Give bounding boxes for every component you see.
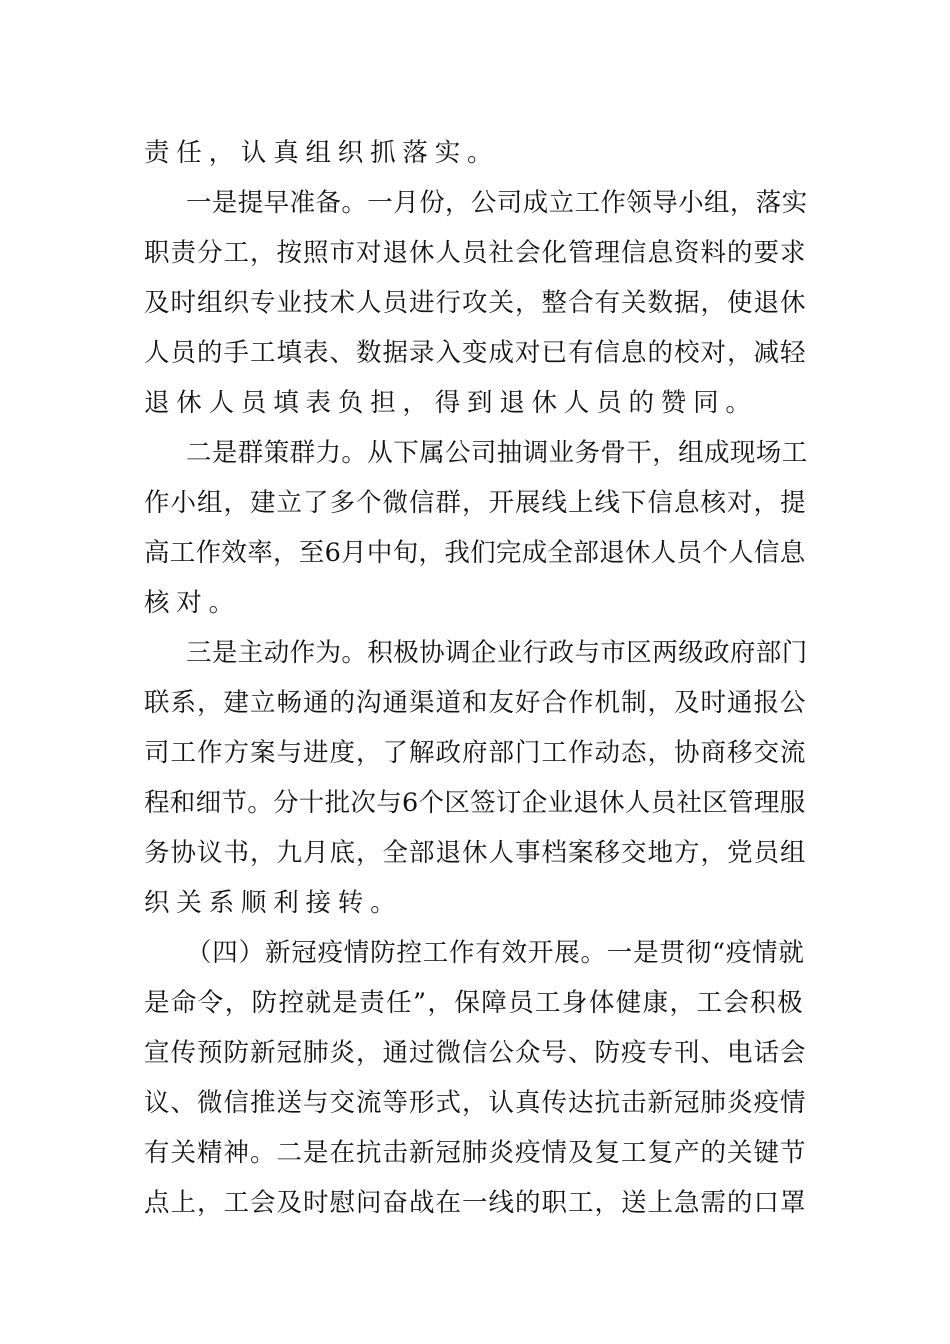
text-line: 人员的手工填表、数据录入变成对已有信息的校对，减轻: [144, 338, 807, 368]
text-line: 有关精神。二是在抗击新冠肺炎疫情及复工复产的关键节: [144, 1138, 807, 1168]
text-line: 退休人员填表负担，得到退休人员的赞同。: [144, 388, 758, 418]
text-line: 务协议书，九月底，全部退休人事档案移交地方，党员组: [144, 838, 807, 868]
text-line: 司工作方案与进度，了解政府部门工作动态，协商移交流: [144, 738, 807, 768]
text-line: 作小组，建立了多个微信群，开展线上线下信息核对，提: [144, 488, 807, 518]
text-line: 二是群策群力。从下属公司抽调业务骨干，组成现场工: [186, 438, 808, 468]
text-line: 点上，工会及时慰问奋战在一线的职工，送上急需的口罩: [144, 1188, 807, 1218]
text-line: 织关系顺利接转。: [144, 888, 403, 918]
text-line: 及时组织专业技术人员进行攻关，整合有关数据，使退休: [144, 288, 807, 318]
text-line: 是命令，防控就是责任”，保障员工身体健康，工会积极: [144, 988, 805, 1018]
text-line: 宣传预防新冠肺炎，通过微信公众号、防疫专刊、电话会: [144, 1038, 807, 1068]
text-line: 核对。: [144, 588, 241, 618]
text-line: 议、微信推送与交流等形式，认真传达抗击新冠肺炎疫情: [144, 1088, 807, 1118]
text-line: 程和细节。分十批次与6个区签订企业退休人员社区管理服: [144, 788, 806, 818]
text-line: 职责分工，按照市对退休人员社会化管理信息资料的要求: [144, 238, 807, 268]
text-line: 三是主动作为。积极协调企业行政与市区两级政府部门: [186, 638, 808, 668]
text-line: 责任，认真组织抓落实。: [144, 138, 500, 168]
text-line: 高工作效率，至6月中旬，我们完成全部退休人员个人信息: [144, 538, 806, 568]
text-line: 一是提早准备。一月份，公司成立工作领导小组，落实: [186, 188, 808, 218]
text-line: 联系，建立畅通的沟通渠道和友好合作机制，及时通报公: [144, 688, 807, 718]
text-line: （四）新冠疫情防控工作有效开展。一是贯彻“疫情就: [186, 938, 805, 968]
